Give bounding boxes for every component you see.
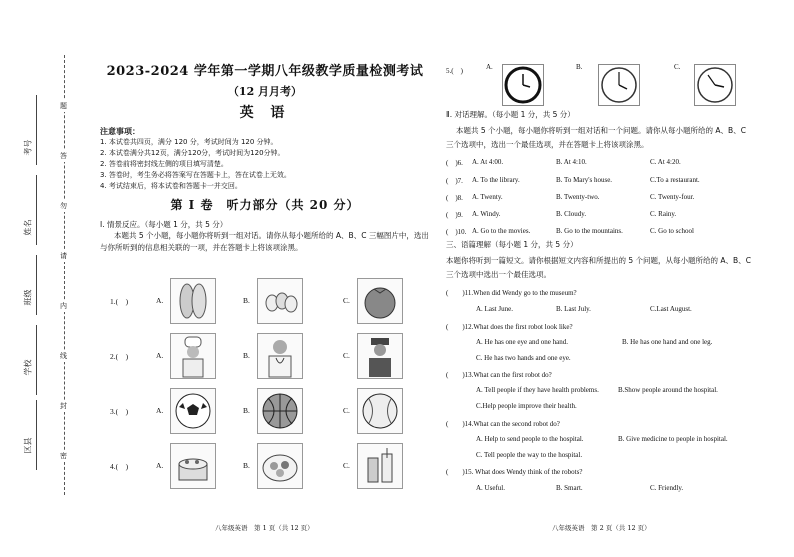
question-number[interactable]: ( )8. <box>446 194 463 202</box>
seal-char: 线 <box>60 352 67 360</box>
option-text: B. Smart. <box>556 484 583 492</box>
part1-head: Ⅰ. 情景反应。（每小题 1 分，共 5 分） <box>100 220 228 229</box>
seal-char: 密 <box>60 452 67 460</box>
question-text[interactable]: ( )11.When did Wendy go to the museum? <box>446 289 577 297</box>
question-text[interactable]: ( )12.What does the first robot look like? <box>446 323 573 331</box>
binding-strip <box>0 0 80 557</box>
seal-char: 答 <box>60 152 67 160</box>
option-label: B. <box>243 351 250 360</box>
pic-question-3 <box>100 388 430 438</box>
option-label: A. <box>156 461 164 470</box>
seal-char: 内 <box>60 302 67 310</box>
question-text[interactable]: ( )13.What can the first robot do? <box>446 371 552 379</box>
option-text: C. Rainy. <box>650 210 677 218</box>
question-number[interactable]: 4.( ) <box>110 462 129 471</box>
section-listening-head: 第 Ⅰ 卷 听力部分（共 20 分） <box>170 198 360 212</box>
field-line[interactable] <box>36 255 37 315</box>
question-number[interactable]: ( )10. <box>446 228 467 236</box>
exam-title: 2023-2024 学年第一学期八年级教学质量检测考试 <box>106 64 424 79</box>
question-number[interactable]: 5.( ) <box>446 67 463 75</box>
option-text: B. Last July. <box>556 305 591 313</box>
note-item: 2. 本试卷满分共12页，满分120分，考试时间为120分钟。 <box>100 149 285 157</box>
pic-question-4 <box>100 443 430 493</box>
soldier-image <box>357 333 403 379</box>
food-plate-image <box>257 443 303 489</box>
question-number[interactable]: ( )9. <box>446 211 463 219</box>
part2-desc: 三个选项中，选出一个最佳选项，并在答题卡上将该项涂黑。 <box>446 140 649 149</box>
left-page <box>100 60 430 254</box>
option-text: B. Give medicine to people in hospital. <box>618 435 728 443</box>
option-text: A. To the library. <box>472 176 520 184</box>
tomato-image <box>357 278 403 324</box>
option-label: C. <box>343 296 350 305</box>
part3-head: 三、语篇理解（每小题 1 分，共 5 分） <box>446 240 578 249</box>
question-number[interactable]: ( )7. <box>446 177 463 185</box>
option-text: C. Tell people the way to the hospital. <box>476 451 583 459</box>
footer-page-2: 八年级英语 第 2 页（共 12 页） <box>552 524 651 532</box>
option-text: B. He has one hand and one leg. <box>622 338 713 346</box>
notes-title: 注意事项： <box>100 127 140 136</box>
option-text: C. At 4:20. <box>650 158 681 166</box>
part1-desc: 本题共 5 个小题，每小题你将听到一组对话。请你从每小题所给的 A、B、C 三幅图片中，选出与你所听到的信息相关联的一项，并在答题卡上将该项涂黑。 <box>100 231 429 252</box>
part2-head: Ⅱ. 对话理解。（每小题 1 分，共 5 分） <box>446 110 575 119</box>
seal-char: 题 <box>60 102 67 110</box>
cake-image <box>170 443 216 489</box>
option-text: C. He has two hands and one eye. <box>476 354 571 362</box>
option-text: A. At 4:00. <box>472 158 504 166</box>
option-label: C. <box>674 63 681 71</box>
part3-desc: 三个选项中选出一个最佳选项。 <box>446 270 551 279</box>
option-label: B. <box>243 296 250 305</box>
seal-char: 封 <box>60 402 67 410</box>
baseball-image <box>357 388 403 434</box>
option-text: B. Go to the mountains. <box>556 227 623 235</box>
option-label: A. <box>486 63 493 71</box>
doctor-image <box>257 333 303 379</box>
option-label: B. <box>576 63 583 71</box>
clock-image <box>598 64 640 106</box>
option-label: A. <box>156 406 164 415</box>
chef-image <box>170 333 216 379</box>
option-label: C. <box>343 461 350 470</box>
seal-char: 勿 <box>60 202 67 210</box>
option-text: B.Show people around the hospital. <box>618 386 718 394</box>
field-line[interactable] <box>36 95 37 165</box>
option-text: B. Twenty-two. <box>556 193 600 201</box>
clock-image <box>502 64 544 106</box>
option-text: C.Last August. <box>650 305 692 313</box>
seal-line <box>64 55 65 495</box>
option-label: C. <box>343 351 350 360</box>
option-label: B. <box>243 461 250 470</box>
option-text: B. At 4:10. <box>556 158 587 166</box>
eggs-image <box>257 278 303 324</box>
option-text: A. Help to send people to the hospital. <box>476 435 584 443</box>
drinks-image <box>357 443 403 489</box>
exam-subtitle: （12 月月考） <box>227 85 303 98</box>
note-item: 2. 答卷前将密封线左侧的项目填写清楚。 <box>100 160 228 168</box>
option-label: A. <box>156 296 164 305</box>
option-text: A. Last June. <box>476 305 513 313</box>
note-item: 4. 考试结束后，将本试卷和答题卡一并交回。 <box>100 182 242 190</box>
field-label-school: 学校 <box>23 359 33 376</box>
field-line[interactable] <box>36 175 37 245</box>
field-label-class: 班级 <box>23 289 33 306</box>
option-label: B. <box>243 406 250 415</box>
seal-char: 请 <box>60 252 67 260</box>
option-text: C.To a restaurant. <box>650 176 700 184</box>
soccer-ball-image <box>170 388 216 434</box>
pic-question-2 <box>100 333 430 383</box>
option-text: A. He has one eye and one hand. <box>476 338 568 346</box>
question-number[interactable]: 3.( ) <box>110 407 129 416</box>
option-text: B. To Mary's house. <box>556 176 613 184</box>
clock-image <box>694 64 736 106</box>
field-label-exam-number: 考号 <box>23 139 33 156</box>
part2-desc: 本题共 5 个小题，每小题你将听到一组对话和一个问题。请你从每小题所给的 A、B、C <box>456 126 746 135</box>
question-number[interactable]: ( )6. <box>446 159 463 167</box>
question-text[interactable]: ( )15. What does Wendy think of the robots? <box>446 468 583 476</box>
exam-subject: 英 语 <box>239 105 291 121</box>
pic-question-1 <box>100 278 430 328</box>
option-text: A. Useful. <box>476 484 505 492</box>
corn-image <box>170 278 216 324</box>
option-text: C.Help people improve their health. <box>476 402 577 410</box>
option-text: C. Twenty-four. <box>650 193 695 201</box>
note-item: 1. 本试卷共四页，满分 120 分，考试时间为 120 分钟。 <box>100 138 278 146</box>
question-text[interactable]: ( )14.What can the second robot do? <box>446 420 560 428</box>
option-text: B. Cloudy. <box>556 210 587 218</box>
option-text: A. Windy. <box>472 210 501 218</box>
option-label: A. <box>156 351 164 360</box>
part3-desc: 本题你将听到一篇短文。请你根据短文内容和所提出的 5 个问题，从每小题所给的 A、B、C <box>446 256 751 265</box>
option-text: C. Friendly. <box>650 484 684 492</box>
option-text: A. Go to the movies. <box>472 227 531 235</box>
option-text: A. Twenty. <box>472 193 503 201</box>
basketball-image <box>257 388 303 434</box>
option-text: A. Tell people if they have health problems. <box>476 386 599 394</box>
option-text: C. Go to school <box>650 227 694 235</box>
field-line[interactable] <box>36 325 37 395</box>
note-item: 3. 答卷时，考生务必将答案写在答题卡上，答在试卷上无效。 <box>100 171 291 179</box>
field-label-district: 区县 <box>23 437 33 454</box>
question-number[interactable]: 1.( ) <box>110 297 129 306</box>
field-line[interactable] <box>36 400 37 470</box>
option-label: C. <box>343 406 350 415</box>
footer-page-1: 八年级英语 第 1 页（共 12 页） <box>215 524 314 532</box>
question-number[interactable]: 2.( ) <box>110 352 129 361</box>
field-label-name: 姓名 <box>23 219 33 236</box>
